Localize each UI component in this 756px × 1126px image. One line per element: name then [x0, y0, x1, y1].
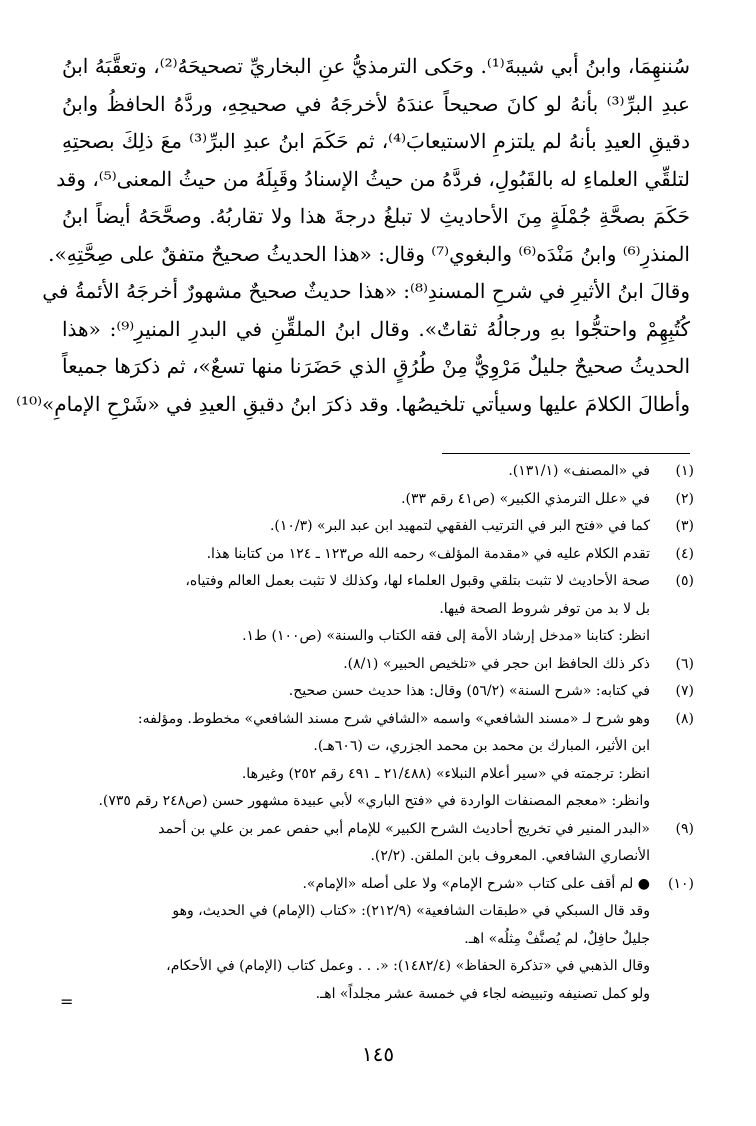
footnote-number: (٢)	[675, 490, 694, 507]
footnote-line: وقد قال السبكي في «طبقات الشافعية» (٢١٢/٩): «كتاب (الإمام) في الحديث، وهو	[172, 903, 650, 919]
text-line: دقيقِ العيدِ بأنهُ لم يلتزمِ الاستيعابَ⁽⁴⁾، ثم حَكَمَ ابنُ عبدِ البرِّ⁽³⁾ معَ ذلِكَ بصحتِهِ	[62, 129, 690, 153]
footnote-line: صحة الأحاديث لا تثبت بتلقي وقبول العلماء لها، وكذلك لا تثبت بعمل العالم وفتياه،	[185, 573, 650, 589]
text-line: وأطالَ الكلامَ عليها وسيأتي تلخيصُها. وقد ذكرَ ابنُ دقيقِ العيدِ في «شَرْحِ الإمامِ»⁽¹⁰⁾	[16, 391, 690, 416]
footnote	[62, 568, 694, 651]
footnote-line: وهو شرح لـ «مسند الشافعي» واسمه «الشافي شرح مسند الشافعي» مخطوط. ومؤلفه:	[137, 710, 650, 727]
text-line: حَكَمَ بصحَّةِ جُمْلَةٍ مِنَ الأحاديثِ لا تبلغُ درجةَ هذا ولا تقاربُهُ. وصحَّحَهُ أيضاً ابنُ	[62, 204, 690, 228]
footnote	[62, 706, 694, 816]
footnote-line: ذكر ذلك الحافظ ابن حجر في «تلخيص الحبير» (٨/١).	[343, 655, 650, 672]
footnote-number: (٧)	[675, 683, 694, 699]
text-line: سُننهِمَا، وابنُ أبي شيبةَ⁽¹⁾. وحَكى الترمذيُّ عنِ البخاريِّ تصحيحَهُ⁽²⁾، وتعقَّبَهُ ابنُ	[62, 54, 690, 78]
footnote-line: بل لا بد من توفر شروط الصحة فيها.	[439, 600, 650, 617]
footnote	[62, 816, 694, 871]
footnote-line: كما في «فتح البر في الترتيب الفقهي لتمهيد ابن عبد البر» (١٠/٣).	[269, 518, 650, 534]
footnote-number: (٦)	[675, 655, 694, 672]
footnote-separator	[442, 453, 690, 454]
footnote-number: (٩)	[675, 820, 694, 837]
footnote-line: ابن الأثير، المبارك بن محمد بن محمد الجزري، ت (٦٠٦هـ).	[313, 738, 650, 754]
footnote-number: (١)	[675, 463, 694, 479]
footnote	[62, 871, 694, 1009]
footnote-line: الأنصاري الشافعي. المعروف بابن الملقن. (٢/٢).	[370, 848, 650, 864]
footnote-line: «البدر المنير في تخريج أحاديث الشرح الكبير» للإمام أبي حفص عمر بن علي بن أحمد	[158, 820, 650, 837]
footnote	[62, 486, 694, 514]
footnote-line: ● لم أقف على كتاب «شرح الإمام» ولا على أصله «الإمام».	[302, 875, 650, 892]
footnote-line: جليلٌ حافِلٌ، لم يُصنَّفْ مِثلُه» اهـ.	[464, 930, 650, 947]
footnote	[62, 651, 694, 679]
footnote-line: في كتابه: «شرح السنة» (٥٦/٢) وقال: هذا حديث حسن صحيح.	[288, 683, 650, 699]
footnote-line: ولو كمل تصنيفه وتبييضه لجاء في خمسة عشر مجلداً» اهـ.	[315, 985, 650, 1002]
continuation-marker: =	[60, 992, 74, 1011]
footnote	[62, 678, 694, 706]
footnote	[62, 541, 694, 569]
text-line: المنذرِ⁽⁶⁾ وابنُ مَنْدَه⁽⁶⁾ والبغوي⁽⁷⁾ وقال: «هذا الحديثُ صحيحٌ متفقٌ على صِحَّتِهِ».	[48, 241, 690, 266]
footnote-line: انظر: كتابنا «مدخل إرشاد الأمة إلى فقه الكتاب والسنة» (ص١٠٠) ط١.	[242, 628, 650, 644]
footnote-line: وقال الذهبي في «تذكرة الحفاظ» (١٤٨٢/٤): «. . . وعمل كتاب (الإمام) في الأحكام،	[166, 958, 650, 974]
footnote	[62, 458, 694, 486]
footnotes	[62, 458, 694, 1008]
footnote-number: (١٠)	[668, 875, 694, 892]
footnote-number: (٥)	[675, 573, 694, 589]
text-line: لتلقِّي العلماءِ له بالقَبُولِ، فردَّهُ من حيثُ الإسنادُ وقَبِلَهُ من حيثُ المعنى⁽⁵⁾، وقد	[56, 166, 690, 191]
main-text	[16, 48, 690, 423]
text-line: كُتُبِهِمْ واحتجُّوا بهِ ورجالُهُ ثقاتٌ». وقال ابنُ الملقِّنِ في البدرِ المنيرِ⁽⁹⁾: «هذا	[62, 316, 690, 341]
footnote-number: (٤)	[675, 545, 694, 562]
footnote-line: تقدم الكلام عليه في «مقدمة المؤلف» رحمه الله ص١٢٣ ـ ١٢٤ من كتابنا هذا.	[206, 545, 650, 562]
footnote-line: انظر: ترجمته في «سير أعلام النبلاء» (٢١/٤٨٨ ـ ٤٩١ رقم ٢٥٢) وغيرها.	[241, 765, 650, 782]
page-number: ١٤٥	[361, 1042, 395, 1066]
footnote-line: في «المصنف» (١٣١/١).	[508, 463, 650, 479]
footnote-number: (٣)	[675, 518, 694, 534]
footnote-line: في «علل الترمذي الكبير» (ص٤١ رقم ٣٣).	[401, 490, 650, 507]
footnote-line: وانظر: «معجم المصنفات الواردة في «فتح الباري» لأبي عبيدة مشهور حسن (ص٢٤٨ رقم ٧٣٥).	[98, 793, 650, 809]
footnote-number: (٨)	[675, 710, 694, 727]
text-line: عبدِ البرِّ⁽³⁾ بأنهُ لو كانَ صحيحاً عندَهُ لأخرجَهُ في صحيحِهِ، وردَّهُ الحافظُ وابنُ	[62, 91, 690, 116]
text-line: وقالَ ابنُ الأثيرِ في شرحِ المسندِ⁽⁸⁾: «هذا حديثٌ صحيحٌ مشهورٌ أخرجَهُ الأئمةُ في	[42, 279, 690, 303]
text-line: الحديثُ صحيحٌ جليلٌ مَرْوِيٌّ مِنْ طُرُقٍ الذي حَضَرَنا منها تسعٌ»، ثم ذكرَها جميعاً	[62, 354, 690, 378]
footnote	[62, 513, 694, 541]
